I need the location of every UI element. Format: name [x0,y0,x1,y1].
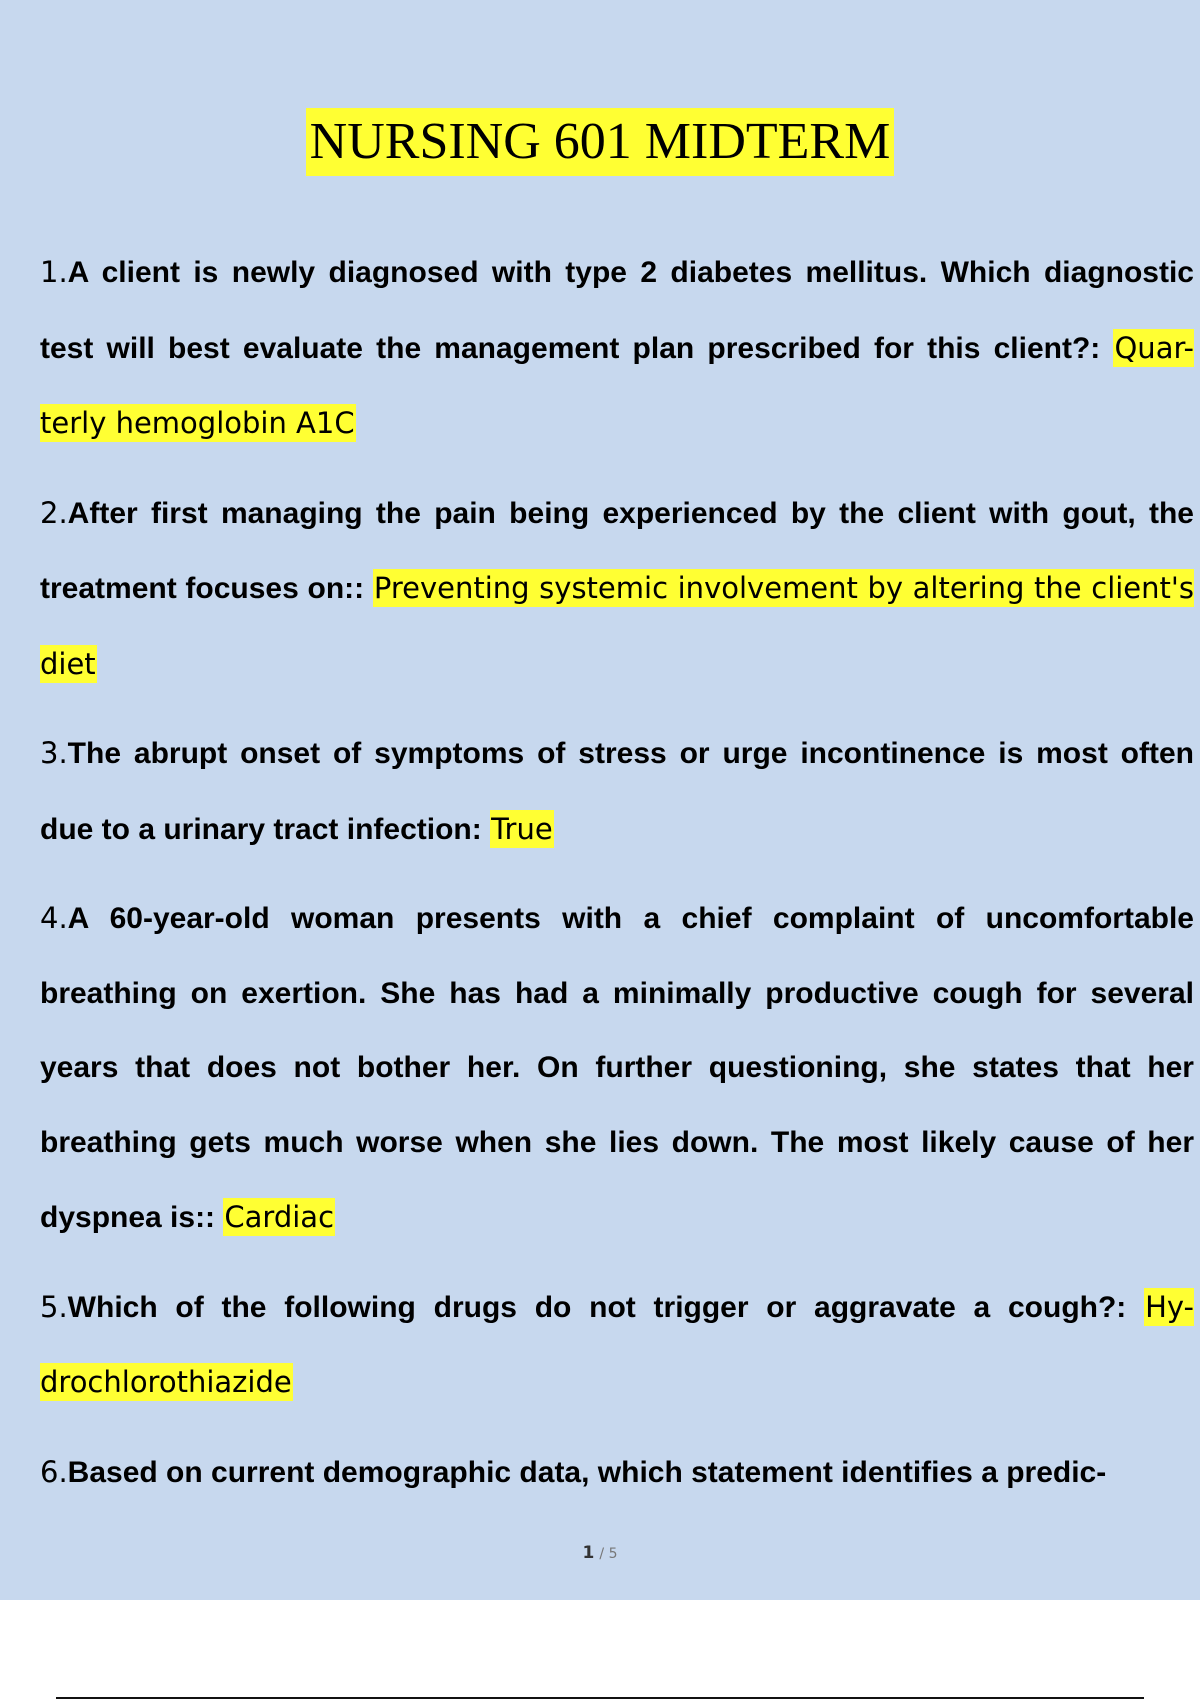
question-text: Based on current demographic data, which statement identifies a predic- [67,1455,1107,1489]
question-number: 5. [40,1289,68,1324]
question-list [40,235,1194,1524]
question-text: A 60-year-old woman presents with a chief complaint of uncomfortable breathing on exertion. She has had a minimally productive cough for several years that does not bother her. On further questioning, she states that her breathing gets much worse when she lies down. The most likely cause of her dyspnea is:: [40,902,1194,1234]
question-number: 6. [40,1454,68,1489]
question-number: 3. [40,736,68,770]
answer-highlight: Quar- terly hemoglobin A1C [40,330,1194,440]
answer-highlight: Hy- drochlorothiazide [40,1289,1194,1399]
question-item-1 [40,235,1194,462]
question-item-6 [40,1435,1194,1511]
page-current: 1 [582,1543,595,1563]
page-divider [56,1697,1144,1699]
title-container [0,108,1200,176]
question-text: After first managing the pain being experienced by the client with gout, the treatment focuses on:: [40,496,1194,605]
question-item-5 [40,1270,1194,1421]
question-number: 1. [40,255,68,289]
page-indicator [0,1543,1200,1563]
question-text: The abrupt onset of symptoms of stress or urge incontinence is most often due to a urinary tract infection: [40,737,1194,846]
question-number: 2. [40,495,68,530]
answer-highlight: Preventing systemic involvement by altering the client's diet [40,571,1194,681]
question-item-3 [40,716,1194,867]
page-total: / 5 [599,1546,618,1562]
question-item-4 [40,881,1194,1256]
answer-highlight: True [491,811,553,846]
question-text: A client is newly diagnosed with type 2 diabetes mellitus. Which diagnostic test will best evaluate the management plan prescribed for this client?: [40,256,1194,365]
question-item-2 [40,476,1194,703]
question-text: Which of the following drugs do not trigger or aggravate a cough?: [67,1290,1127,1324]
question-number: 4. [40,901,68,935]
page-title: NURSING 601 MIDTERM [306,108,895,176]
answer-highlight: Cardiac [224,1200,335,1234]
